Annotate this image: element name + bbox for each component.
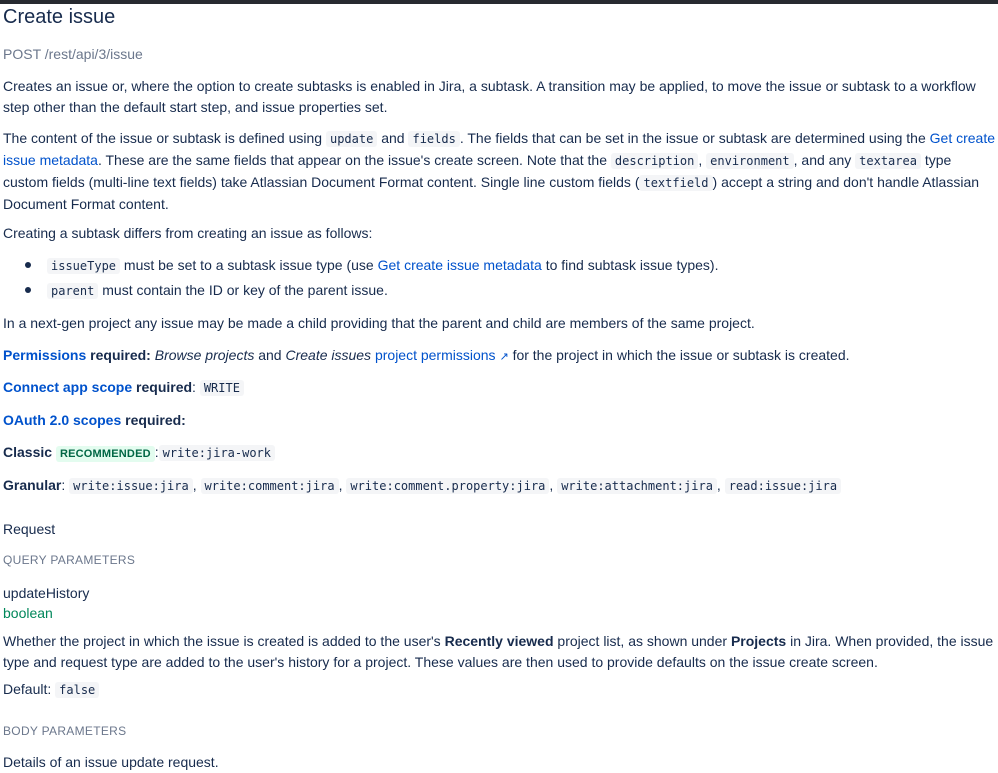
permissions-link[interactable]: Permissions bbox=[3, 347, 87, 363]
code-issuetype: issueType bbox=[47, 258, 120, 274]
endpoint-path: POST /rest/api/3/issue bbox=[3, 46, 143, 62]
project-permissions-link[interactable]: project permissions ↗ bbox=[374, 347, 509, 363]
external-link-icon: ↗ bbox=[499, 351, 509, 363]
code-scope: write:attachment:jira bbox=[557, 478, 717, 494]
code-write-jira-work: write:jira-work bbox=[159, 445, 275, 461]
body-description: Details of an issue update request. bbox=[3, 754, 219, 770]
param-default: Default: false bbox=[3, 679, 99, 701]
list-item: parent must contain the ID or key of the parent issue. bbox=[47, 280, 388, 302]
oauth-scopes-link[interactable]: OAuth 2.0 scopes bbox=[3, 412, 122, 428]
content-paragraph: The content of the issue or subtask is defined using update and fields . The fields that can be set in the issue or subtask are determined using the Get create issue metadata. These are the same fields that appear on the issue's create screen. Note that the description , environment , and any textarea type custom fields (multi-line text fields) take Atlassian Document Format content. Single line custom fields ( textfield ) accept a string and don't handle Atlassian Document Format content. bbox=[3, 130, 996, 212]
param-name: updateHistory bbox=[3, 585, 90, 601]
connect-scope-line: Connect app scope required: WRITE bbox=[3, 377, 244, 399]
page-title: Create issue bbox=[3, 6, 116, 28]
bullet-dot bbox=[25, 262, 31, 268]
code-write: WRITE bbox=[200, 380, 244, 396]
param-description: Whether the project in which the issue is created is added to the user's Recently viewed project list, as shown under Projects in Jira. When provided, the issue type and request type are added to the user's history for a project. These values are then used to provide defaults on the issue create screen. bbox=[3, 633, 994, 670]
granular-scope-line: Granular: write:issue:jira , write:comment:jira , write:comment.property:jira , write:attachment:jira , read:issue:jira bbox=[3, 475, 841, 497]
code-textfield: textfield bbox=[639, 175, 712, 191]
code-environment: environment bbox=[706, 153, 793, 169]
get-create-issue-metadata-link-2[interactable]: Get create issue metadata bbox=[377, 257, 542, 273]
bullet-dot bbox=[25, 287, 31, 293]
permissions-line: Permissions required: Browse projects and Create issues project permissions ↗ for the project in which the issue or subtask is created. bbox=[3, 347, 850, 363]
list-item: issueType must be set to a subtask issue type (use Get create issue metadata to find subtask issue types). bbox=[47, 255, 718, 277]
code-scope: read:issue:jira bbox=[725, 478, 841, 494]
code-update: update bbox=[326, 131, 377, 147]
code-description: description bbox=[611, 153, 698, 169]
param-type: boolean bbox=[3, 605, 53, 621]
intro-paragraph: Creates an issue or, where the option to create subtasks is enabled in Jira, a subtask. A transition may be applied, to move the issue or subtask to a workflow step other than the default start step, and issue properties set. bbox=[3, 78, 976, 115]
code-scope: write:issue:jira bbox=[69, 478, 193, 494]
recommended-badge: RECOMMENDED bbox=[56, 446, 155, 462]
connect-app-scope-link[interactable]: Connect app scope bbox=[3, 379, 133, 395]
code-scope: write:comment.property:jira bbox=[346, 478, 549, 494]
get-create-issue-metadata-link[interactable]: Get create issue metadata bbox=[3, 130, 996, 168]
oauth-scopes-line: OAuth 2.0 scopes required: bbox=[3, 412, 186, 428]
code-textarea: textarea bbox=[855, 153, 921, 169]
body-parameters-label: BODY PARAMETERS bbox=[3, 724, 127, 738]
query-parameters-label: QUERY PARAMETERS bbox=[3, 553, 136, 567]
code-false: false bbox=[55, 682, 99, 698]
code-scope: write:comment:jira bbox=[201, 478, 339, 494]
code-parent: parent bbox=[47, 283, 98, 299]
code-fields: fields bbox=[408, 131, 459, 147]
classic-scope-line: Classic RECOMMENDED : write:jira-work bbox=[3, 442, 275, 464]
nextgen-paragraph: In a next-gen project any issue may be made a child providing that the parent and child are members of the same project. bbox=[3, 315, 755, 331]
request-heading: Request bbox=[3, 521, 56, 537]
top-bar bbox=[0, 0, 998, 4]
subtask-intro: Creating a subtask differs from creating an issue as follows: bbox=[3, 225, 373, 241]
